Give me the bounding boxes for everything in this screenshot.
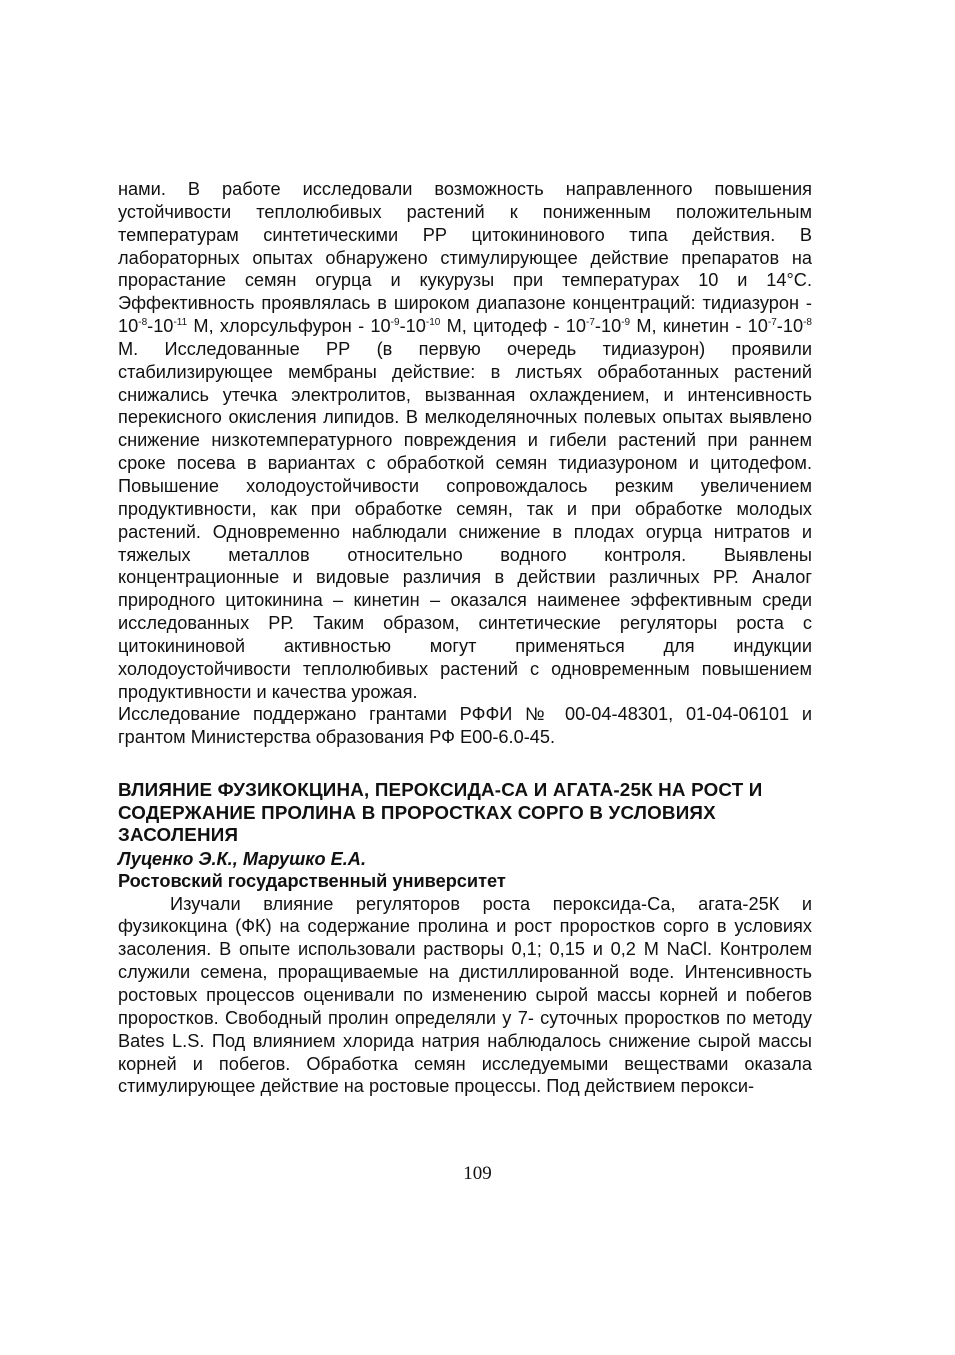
article-affiliation: Ростовский государственный университет: [118, 871, 506, 892]
text-segment: -10: [399, 316, 426, 337]
text-segment: -10: [776, 316, 804, 337]
superscript: -8: [138, 317, 148, 329]
superscript: -11: [173, 317, 188, 329]
page-content: [118, 178, 812, 1098]
superscript: -9: [390, 317, 400, 329]
superscript: -9: [621, 317, 631, 329]
superscript: -7: [586, 317, 595, 329]
superscript: -8: [803, 317, 812, 329]
text-segment: -10: [147, 316, 174, 337]
text-segment: нами. В работе исследовали возможность направленного повышения устойчивости теплолюбивых растений к пониженным положительным температурам синтетическими РР цитокининового типа действия. В лабораторных опытах обнаружено стимулирующее действие препаратов на прорастание семян огурца и кукурузы при температурах 10 и 14°С. Эффективность проявлялась в широком диапазоне концентраций: тидиазурон - 10: [118, 179, 812, 337]
article-title: ВЛИЯНИЕ ФУЗИКОКЦИНА, ПЕРОКСИДА-СА И АГАТА-25К НА РОСТ И СОДЕРЖАНИЕ ПРОЛИНА В ПРОРОСТКАХ СОРГО В УСЛОВИЯХ ЗАСОЛЕНИЯ: [118, 779, 763, 846]
text-segment: М. Исследованные РР (в первую очередь тидиазурон) проявили стабилизирующее мембраны действие: в листьях обработанных растений снижались утечка электролитов, вызванная охлаждением, и интенсивность перекисного окисления липидов. В мелкоделяночных полевых опытах выявлено снижение низкотемпературного повреждения и гибели растений при раннем сроке посева в вариантах с обработкой семян тидиазуроном и цитодефом. Повышение холодоустойчивости сопровождалось резким увеличением продуктивности, как при обработке семян, так и при обработке молодых растений. Одновременно наблюдали снижение в плодах огурца нитратов и тяжелых металлов относительно водного контроля. Выявлены концентрационные и видовые различия в действии различных РР. Аналог природного цитокинина – кинетин – оказался наименее эффективным среди исследованных РР. Таким образом, синтетические регуляторы роста с цитокининовой активностью могут применяться для индукции холодоустойчивости теплолюбивых растений с одновременным повышением продуктивности и качества урожая.: [118, 338, 812, 702]
continuation-paragraph: [118, 178, 812, 703]
text-segment: М, цитодеф - 10: [440, 316, 586, 337]
text-segment: М, кинетин - 10: [630, 316, 768, 337]
article-body: Изучали влияние регуляторов роста пероксида-Са, агата-25К и фузикокцина (ФК) на содержание пролина и рост проростков сорго в условиях засоления. В опыте использовали растворы 0,1; 0,15 и 0,2 М NaCl. Контролем служили семена, проращиваемые на дистиллированной воде. Интенсивность ростовых процессов оценивали по изменению сырой массы корней и побегов проростков. Свободный пролин определяли у 7- суточных проростков по методу Bates L.S. Под влиянием хлорида натрия наблюдалось снижение сырой массы корней и побегов. Обработка семян исследуемыми веществами оказала стимулирующее действие на ростовые процессы. Под действием перокси-: [118, 893, 812, 1097]
text-segment: М, хлорсульфурон - 10: [187, 316, 391, 337]
grant-acknowledgement: Исследование поддержано грантами РФФИ № 00-04-48301, 01-04-06101 и грантом Министерства образования РФ Е00-6.0-45.: [118, 704, 812, 748]
page-number: 109: [463, 1163, 492, 1184]
superscript: -7: [767, 317, 777, 329]
superscript: -10: [425, 317, 441, 329]
text-segment: -10: [594, 316, 622, 337]
article-authors: Луценко Э.К., Марушко Е.А.: [118, 848, 366, 869]
